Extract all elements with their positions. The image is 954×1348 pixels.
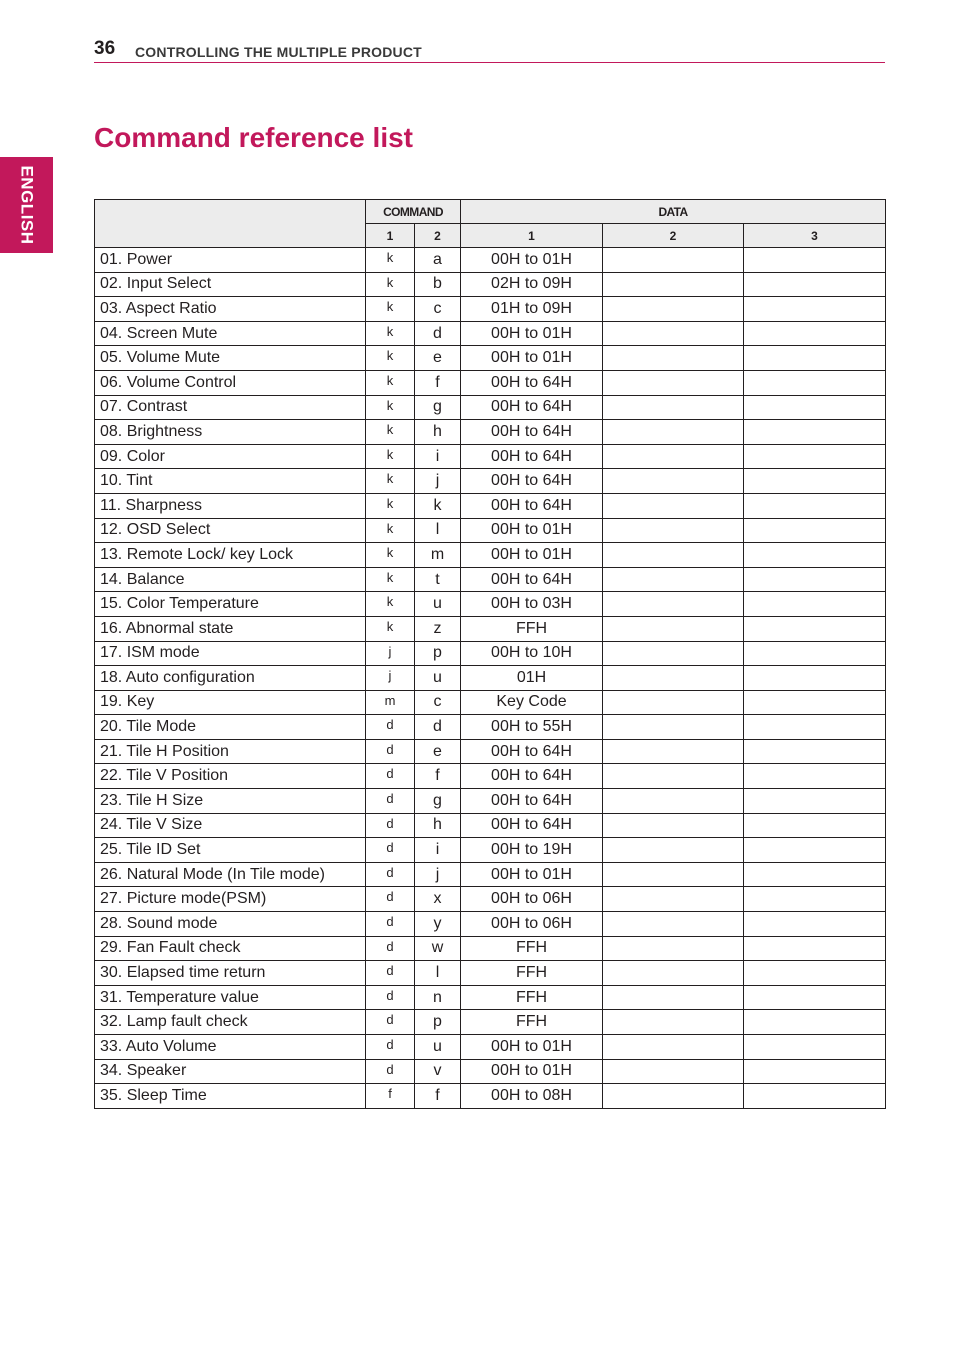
table-row bbox=[95, 912, 886, 937]
data-2-cell bbox=[603, 493, 744, 518]
data-2-cell bbox=[603, 370, 744, 395]
command-2-cell: c bbox=[415, 690, 461, 715]
command-1-cell: k bbox=[366, 370, 415, 395]
command-name-cell: 27. Picture mode(PSM) bbox=[95, 887, 366, 912]
command-name-cell: 14. Balance bbox=[95, 567, 366, 592]
header-command-2: 2 bbox=[415, 224, 461, 248]
command-2-cell: g bbox=[415, 395, 461, 420]
running-header-title: CONTROLLING THE MULTIPLE PRODUCT bbox=[135, 44, 422, 60]
command-1-cell: k bbox=[366, 248, 415, 273]
data-1-cell: FFH bbox=[461, 961, 603, 986]
command-name-cell: 04. Screen Mute bbox=[95, 321, 366, 346]
command-2-cell: e bbox=[415, 346, 461, 371]
language-tab bbox=[0, 157, 53, 253]
command-name-cell: 12. OSD Select bbox=[95, 518, 366, 543]
table-row bbox=[95, 420, 886, 445]
header-command-1: 1 bbox=[366, 224, 415, 248]
command-1-cell: f bbox=[366, 1084, 415, 1109]
command-2-cell: v bbox=[415, 1059, 461, 1084]
table-row bbox=[95, 346, 886, 371]
data-2-cell bbox=[603, 346, 744, 371]
command-name-cell: 28. Sound mode bbox=[95, 912, 366, 937]
data-1-cell: 00H to 01H bbox=[461, 321, 603, 346]
data-3-cell bbox=[744, 248, 886, 273]
command-1-cell: d bbox=[366, 887, 415, 912]
command-name-cell: 10. Tint bbox=[95, 469, 366, 494]
table-row bbox=[95, 715, 886, 740]
command-2-cell: h bbox=[415, 813, 461, 838]
data-1-cell: 00H to 01H bbox=[461, 1059, 603, 1084]
command-name-cell: 22. Tile V Position bbox=[95, 764, 366, 789]
table-row bbox=[95, 739, 886, 764]
command-name-cell: 08. Brightness bbox=[95, 420, 366, 445]
command-2-cell: f bbox=[415, 764, 461, 789]
table-row bbox=[95, 543, 886, 568]
data-1-cell: 00H to 01H bbox=[461, 543, 603, 568]
data-1-cell: 00H to 01H bbox=[461, 346, 603, 371]
table-row bbox=[95, 1010, 886, 1035]
data-2-cell bbox=[603, 1035, 744, 1060]
command-2-cell: j bbox=[415, 862, 461, 887]
command-reference-table bbox=[94, 199, 886, 1109]
data-3-cell bbox=[744, 739, 886, 764]
header-blank-cell bbox=[95, 200, 366, 248]
table-row bbox=[95, 518, 886, 543]
command-name-cell: 25. Tile ID Set bbox=[95, 838, 366, 863]
data-3-cell bbox=[744, 493, 886, 518]
command-2-cell: w bbox=[415, 936, 461, 961]
data-3-cell bbox=[744, 764, 886, 789]
data-1-cell: 00H to 01H bbox=[461, 862, 603, 887]
command-2-cell: u bbox=[415, 666, 461, 691]
command-name-cell: 02. Input Select bbox=[95, 272, 366, 297]
table-body bbox=[95, 248, 886, 1109]
table-row bbox=[95, 666, 886, 691]
table-row bbox=[95, 641, 886, 666]
data-1-cell: Key Code bbox=[461, 690, 603, 715]
data-1-cell: 01H to 09H bbox=[461, 297, 603, 322]
command-2-cell: t bbox=[415, 567, 461, 592]
data-2-cell bbox=[603, 764, 744, 789]
language-tab-label: ENGLISH bbox=[17, 165, 37, 245]
data-3-cell bbox=[744, 395, 886, 420]
data-1-cell: FFH bbox=[461, 1010, 603, 1035]
page-title: Command reference list bbox=[94, 122, 413, 153]
data-1-cell: 00H to 64H bbox=[461, 444, 603, 469]
data-3-cell bbox=[744, 1059, 886, 1084]
command-1-cell: k bbox=[366, 395, 415, 420]
command-1-cell: d bbox=[366, 985, 415, 1010]
header-command: COMMAND bbox=[366, 200, 461, 224]
data-2-cell bbox=[603, 789, 744, 814]
command-name-cell: 15. Color Temperature bbox=[95, 592, 366, 617]
command-2-cell: f bbox=[415, 1084, 461, 1109]
data-3-cell bbox=[744, 567, 886, 592]
data-1-cell: 00H to 01H bbox=[461, 248, 603, 273]
data-1-cell: 01H bbox=[461, 666, 603, 691]
command-1-cell: d bbox=[366, 838, 415, 863]
command-2-cell: c bbox=[415, 297, 461, 322]
data-2-cell bbox=[603, 936, 744, 961]
command-1-cell: d bbox=[366, 1059, 415, 1084]
command-2-cell: f bbox=[415, 370, 461, 395]
command-1-cell: d bbox=[366, 739, 415, 764]
command-name-cell: 30. Elapsed time return bbox=[95, 961, 366, 986]
data-3-cell bbox=[744, 346, 886, 371]
table-row bbox=[95, 444, 886, 469]
command-2-cell: x bbox=[415, 887, 461, 912]
data-1-cell: 00H to 03H bbox=[461, 592, 603, 617]
data-3-cell bbox=[744, 469, 886, 494]
table-row bbox=[95, 1084, 886, 1109]
command-1-cell: d bbox=[366, 912, 415, 937]
command-name-cell: 29. Fan Fault check bbox=[95, 936, 366, 961]
command-1-cell: k bbox=[366, 592, 415, 617]
command-name-cell: 17. ISM mode bbox=[95, 641, 366, 666]
data-1-cell: 00H to 64H bbox=[461, 739, 603, 764]
command-name-cell: 03. Aspect Ratio bbox=[95, 297, 366, 322]
command-name-cell: 16. Abnormal state bbox=[95, 616, 366, 641]
command-2-cell: g bbox=[415, 789, 461, 814]
command-2-cell: l bbox=[415, 518, 461, 543]
command-1-cell: k bbox=[366, 321, 415, 346]
data-3-cell bbox=[744, 518, 886, 543]
data-1-cell: 00H to 64H bbox=[461, 764, 603, 789]
command-1-cell: k bbox=[366, 543, 415, 568]
command-name-cell: 19. Key bbox=[95, 690, 366, 715]
data-2-cell bbox=[603, 690, 744, 715]
table-row bbox=[95, 789, 886, 814]
data-3-cell bbox=[744, 616, 886, 641]
table-row bbox=[95, 395, 886, 420]
header-data: DATA bbox=[461, 200, 886, 224]
data-1-cell: 02H to 09H bbox=[461, 272, 603, 297]
command-1-cell: j bbox=[366, 666, 415, 691]
data-3-cell bbox=[744, 666, 886, 691]
command-name-cell: 07. Contrast bbox=[95, 395, 366, 420]
data-1-cell: 00H to 10H bbox=[461, 641, 603, 666]
data-3-cell bbox=[744, 887, 886, 912]
data-2-cell bbox=[603, 543, 744, 568]
table-row bbox=[95, 936, 886, 961]
command-1-cell: d bbox=[366, 1035, 415, 1060]
command-2-cell: i bbox=[415, 444, 461, 469]
command-2-cell: n bbox=[415, 985, 461, 1010]
table-row bbox=[95, 469, 886, 494]
data-3-cell bbox=[744, 961, 886, 986]
data-3-cell bbox=[744, 1010, 886, 1035]
command-1-cell: k bbox=[366, 420, 415, 445]
data-1-cell: 00H to 64H bbox=[461, 567, 603, 592]
command-2-cell: p bbox=[415, 641, 461, 666]
table-row bbox=[95, 272, 886, 297]
command-2-cell: e bbox=[415, 739, 461, 764]
data-1-cell: 00H to 64H bbox=[461, 493, 603, 518]
data-3-cell bbox=[744, 813, 886, 838]
command-1-cell: d bbox=[366, 789, 415, 814]
command-1-cell: m bbox=[366, 690, 415, 715]
data-3-cell bbox=[744, 912, 886, 937]
data-2-cell bbox=[603, 248, 744, 273]
table-row bbox=[95, 985, 886, 1010]
data-2-cell bbox=[603, 666, 744, 691]
data-2-cell bbox=[603, 739, 744, 764]
data-3-cell bbox=[744, 690, 886, 715]
table-row bbox=[95, 961, 886, 986]
command-2-cell: b bbox=[415, 272, 461, 297]
command-name-cell: 09. Color bbox=[95, 444, 366, 469]
data-3-cell bbox=[744, 1035, 886, 1060]
table-row bbox=[95, 297, 886, 322]
command-1-cell: d bbox=[366, 936, 415, 961]
command-1-cell: k bbox=[366, 346, 415, 371]
table-row bbox=[95, 567, 886, 592]
data-1-cell: 00H to 08H bbox=[461, 1084, 603, 1109]
data-2-cell bbox=[603, 321, 744, 346]
command-2-cell: u bbox=[415, 1035, 461, 1060]
command-1-cell: k bbox=[366, 444, 415, 469]
table-row bbox=[95, 493, 886, 518]
table-row bbox=[95, 1059, 886, 1084]
data-3-cell bbox=[744, 985, 886, 1010]
data-1-cell: FFH bbox=[461, 616, 603, 641]
data-2-cell bbox=[603, 444, 744, 469]
table-row bbox=[95, 616, 886, 641]
data-2-cell bbox=[603, 961, 744, 986]
data-3-cell bbox=[744, 838, 886, 863]
table-row bbox=[95, 813, 886, 838]
command-1-cell: k bbox=[366, 616, 415, 641]
command-2-cell: y bbox=[415, 912, 461, 937]
data-3-cell bbox=[744, 1084, 886, 1109]
page-number: 36 bbox=[94, 38, 116, 59]
command-1-cell: d bbox=[366, 961, 415, 986]
data-2-cell bbox=[603, 838, 744, 863]
command-name-cell: 24. Tile V Size bbox=[95, 813, 366, 838]
data-2-cell bbox=[603, 616, 744, 641]
table-row bbox=[95, 321, 886, 346]
table-row bbox=[95, 838, 886, 863]
table-row bbox=[95, 1035, 886, 1060]
command-2-cell: z bbox=[415, 616, 461, 641]
command-2-cell: a bbox=[415, 248, 461, 273]
data-2-cell bbox=[603, 395, 744, 420]
data-2-cell bbox=[603, 1084, 744, 1109]
command-1-cell: k bbox=[366, 272, 415, 297]
data-1-cell: 00H to 06H bbox=[461, 887, 603, 912]
data-3-cell bbox=[744, 420, 886, 445]
data-1-cell: 00H to 64H bbox=[461, 370, 603, 395]
command-1-cell: j bbox=[366, 641, 415, 666]
data-1-cell: FFH bbox=[461, 936, 603, 961]
command-1-cell: d bbox=[366, 715, 415, 740]
table-row bbox=[95, 248, 886, 273]
data-2-cell bbox=[603, 297, 744, 322]
data-2-cell bbox=[603, 567, 744, 592]
data-1-cell: FFH bbox=[461, 985, 603, 1010]
command-2-cell: p bbox=[415, 1010, 461, 1035]
data-3-cell bbox=[744, 715, 886, 740]
data-2-cell bbox=[603, 912, 744, 937]
data-1-cell: 00H to 64H bbox=[461, 420, 603, 445]
command-name-cell: 13. Remote Lock/ key Lock bbox=[95, 543, 366, 568]
data-3-cell bbox=[744, 370, 886, 395]
command-name-cell: 35. Sleep Time bbox=[95, 1084, 366, 1109]
table-row bbox=[95, 592, 886, 617]
data-3-cell bbox=[744, 641, 886, 666]
command-2-cell: m bbox=[415, 543, 461, 568]
data-1-cell: 00H to 64H bbox=[461, 395, 603, 420]
data-2-cell bbox=[603, 272, 744, 297]
command-2-cell: d bbox=[415, 715, 461, 740]
data-1-cell: 00H to 64H bbox=[461, 469, 603, 494]
command-name-cell: 26. Natural Mode (In Tile mode) bbox=[95, 862, 366, 887]
command-2-cell: h bbox=[415, 420, 461, 445]
command-name-cell: 23. Tile H Size bbox=[95, 789, 366, 814]
table-row bbox=[95, 370, 886, 395]
data-1-cell: 00H to 19H bbox=[461, 838, 603, 863]
data-2-cell bbox=[603, 862, 744, 887]
command-name-cell: 32. Lamp fault check bbox=[95, 1010, 366, 1035]
data-3-cell bbox=[744, 789, 886, 814]
data-3-cell bbox=[744, 862, 886, 887]
command-name-cell: 06. Volume Control bbox=[95, 370, 366, 395]
data-3-cell bbox=[744, 297, 886, 322]
command-1-cell: k bbox=[366, 567, 415, 592]
command-1-cell: d bbox=[366, 764, 415, 789]
data-3-cell bbox=[744, 444, 886, 469]
command-name-cell: 05. Volume Mute bbox=[95, 346, 366, 371]
data-2-cell bbox=[603, 469, 744, 494]
command-1-cell: d bbox=[366, 813, 415, 838]
data-2-cell bbox=[603, 641, 744, 666]
command-name-cell: 01. Power bbox=[95, 248, 366, 273]
data-3-cell bbox=[744, 321, 886, 346]
data-2-cell bbox=[603, 1059, 744, 1084]
data-2-cell bbox=[603, 518, 744, 543]
data-2-cell bbox=[603, 985, 744, 1010]
header-divider bbox=[94, 62, 885, 63]
command-2-cell: j bbox=[415, 469, 461, 494]
command-1-cell: k bbox=[366, 297, 415, 322]
command-1-cell: d bbox=[366, 1010, 415, 1035]
data-3-cell bbox=[744, 543, 886, 568]
data-2-cell bbox=[603, 715, 744, 740]
command-1-cell: k bbox=[366, 518, 415, 543]
data-1-cell: 00H to 01H bbox=[461, 518, 603, 543]
command-name-cell: 18. Auto configuration bbox=[95, 666, 366, 691]
header-data-1: 1 bbox=[461, 224, 603, 248]
command-name-cell: 21. Tile H Position bbox=[95, 739, 366, 764]
command-2-cell: l bbox=[415, 961, 461, 986]
header-data-3: 3 bbox=[744, 224, 886, 248]
header-data-2: 2 bbox=[603, 224, 744, 248]
data-3-cell bbox=[744, 592, 886, 617]
command-2-cell: d bbox=[415, 321, 461, 346]
command-name-cell: 34. Speaker bbox=[95, 1059, 366, 1084]
data-2-cell bbox=[603, 420, 744, 445]
command-name-cell: 33. Auto Volume bbox=[95, 1035, 366, 1060]
data-3-cell bbox=[744, 936, 886, 961]
data-1-cell: 00H to 64H bbox=[461, 789, 603, 814]
command-name-cell: 20. Tile Mode bbox=[95, 715, 366, 740]
command-2-cell: u bbox=[415, 592, 461, 617]
data-1-cell: 00H to 55H bbox=[461, 715, 603, 740]
table-row bbox=[95, 862, 886, 887]
table-row bbox=[95, 764, 886, 789]
data-2-cell bbox=[603, 813, 744, 838]
data-2-cell bbox=[603, 887, 744, 912]
command-name-cell: 11. Sharpness bbox=[95, 493, 366, 518]
command-1-cell: k bbox=[366, 493, 415, 518]
data-1-cell: 00H to 01H bbox=[461, 1035, 603, 1060]
data-2-cell bbox=[603, 592, 744, 617]
data-1-cell: 00H to 06H bbox=[461, 912, 603, 937]
command-name-cell: 31. Temperature value bbox=[95, 985, 366, 1010]
command-1-cell: k bbox=[366, 469, 415, 494]
table-row bbox=[95, 887, 886, 912]
data-3-cell bbox=[744, 272, 886, 297]
command-2-cell: k bbox=[415, 493, 461, 518]
data-1-cell: 00H to 64H bbox=[461, 813, 603, 838]
command-1-cell: d bbox=[366, 862, 415, 887]
data-2-cell bbox=[603, 1010, 744, 1035]
command-2-cell: i bbox=[415, 838, 461, 863]
table-row bbox=[95, 690, 886, 715]
